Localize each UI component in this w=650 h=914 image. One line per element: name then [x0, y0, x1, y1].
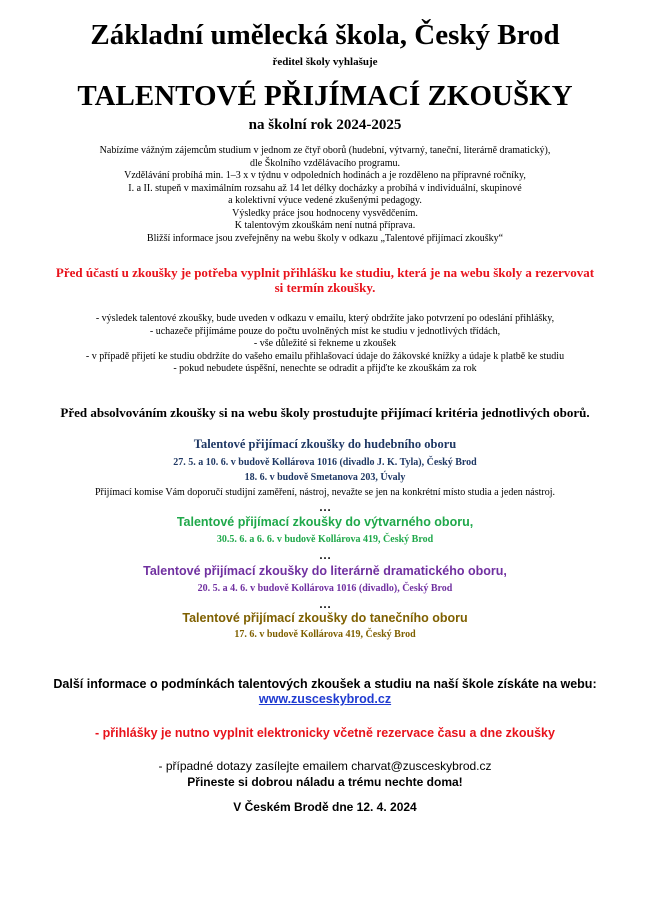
subtitle: ředitel školy vyhlašuje [272, 56, 378, 68]
intro-line: a kolektivní výuce vedené zkušenými pedagogy. [228, 195, 422, 206]
mood-note: Přineste si dobrou náladu a trému nechte doma! [187, 775, 463, 789]
website-link[interactable]: www.zusceskybrod.cz [258, 692, 392, 706]
more-info: Další informace o podmínkách talentových zkoušek a studiu na naší škole získáte na webu: [53, 677, 597, 691]
school-title: Základní umělecká škola, Český Brod [90, 19, 560, 51]
dance-date: 17. 6. v budově Kollárova 419, Český Brod [234, 629, 416, 640]
art-heading: Talentové přijímací zkoušky do výtvarného oboru, [176, 515, 474, 529]
criteria-note: Před absolvováním zkoušky si na webu školy prostudujte přijímací kritéria jednotlivých oborů. [60, 405, 590, 420]
apply-note: - přihlášky je nutno vyplnit elektronicky včetně rezervace času a dne zkoušky [95, 726, 555, 740]
music-note: Přijímací komise Vám doporučí studijní zaměření, nástroj, nevažte se jen na konkrétní místo studia a jeden nástroj. [95, 487, 555, 498]
intro-line: Bližší informace jsou zveřejněny na webu školy v odkazu „Talentové přijímací zkoušky“ [146, 232, 504, 244]
art-date: 30.5. 6. a 6. 6. v budově Kollárova 419, Český Brod [216, 534, 434, 545]
main-title: TALENTOVÉ PŘIJÍMACÍ ZKOUŠKY [77, 80, 573, 112]
separator: … [319, 548, 331, 562]
application-notice [0, 265, 650, 295]
bullet-item: - uchazeče přijímáme pouze do počtu uvolněných míst ke studiu v jednotlivých třídách, [149, 325, 501, 337]
literary-date: 20. 5. a 4. 6. v budově Kollárova 1016 (divadlo), Český Brod [197, 583, 453, 594]
school-year: na školní rok 2024-2025 [248, 117, 402, 133]
intro-line: dle Školního vzdělávacího programu. [250, 157, 400, 169]
bullet-item: - v případě přijetí ke studiu obdržíte do vašeho emailu přihlašovací údaje do žákovské knížky a údaje k platbě ke studiu [85, 350, 565, 362]
intro-line: Nabízíme vážným zájemcům studium v jednom ze čtyř oborů (hudební, výtvarný, taneční, literárně dramatický), [99, 145, 551, 156]
dance-heading: Talentové přijímací zkoušky do tanečního oboru [182, 611, 468, 625]
intro-text [0, 145, 650, 245]
bullet-item: - výsledek talentové zkoušky, bude uveden v odkazu v emailu, který obdržíte jako potvrzení po odeslání přihlášky, [95, 313, 555, 324]
intro-line: I. a II. stupeň v maximálním rozsahu až 14 let délky docházky a probíhá v individuální, skupinové [128, 182, 522, 194]
info-bullets [0, 313, 650, 376]
bullet-item: - pokud nebudete úspěšní, nenechte se odradit a přijďte ke zkouškám za rok [173, 363, 477, 374]
date-signature: V Českém Brodě dne 12. 4. 2024 [233, 800, 417, 814]
bullet-item: - vše důležité si řekneme u zkoušek [253, 338, 397, 349]
separator: … [319, 597, 331, 611]
music-heading: Talentové přijímací zkoušky do hudebního oboru [193, 437, 457, 451]
music-date-1: 27. 5. a 10. 6. v budově Kollárova 1016 (divadlo J. K. Tyla), Český Brod [173, 457, 477, 468]
notice-line: si termín zkoušky. [274, 280, 376, 295]
music-date-2: 18. 6. v budově Smetanova 203, Úvaly [244, 472, 406, 483]
notice-line: Před účastí u zkoušky je potřeba vyplnit přihlášku ke studiu, která je na webu školy a rezervovat [55, 265, 595, 280]
intro-line: Vzdělávání probíhá min. 1–3 x v týdnu v odpoledních hodinách a je rozděleno na přípravné ročníky, [124, 170, 526, 181]
intro-line: K talentovým zkouškám není nutná příprava. [234, 220, 416, 231]
intro-line: Výsledky práce jsou hodnoceny vysvědčením. [232, 207, 418, 219]
separator: … [319, 500, 331, 514]
questions-note: - případné dotazy zasílejte emailem charvat@zusceskybrod.cz [158, 759, 492, 773]
literary-heading: Talentové přijímací zkoušky do literárně dramatického oboru, [143, 564, 507, 578]
